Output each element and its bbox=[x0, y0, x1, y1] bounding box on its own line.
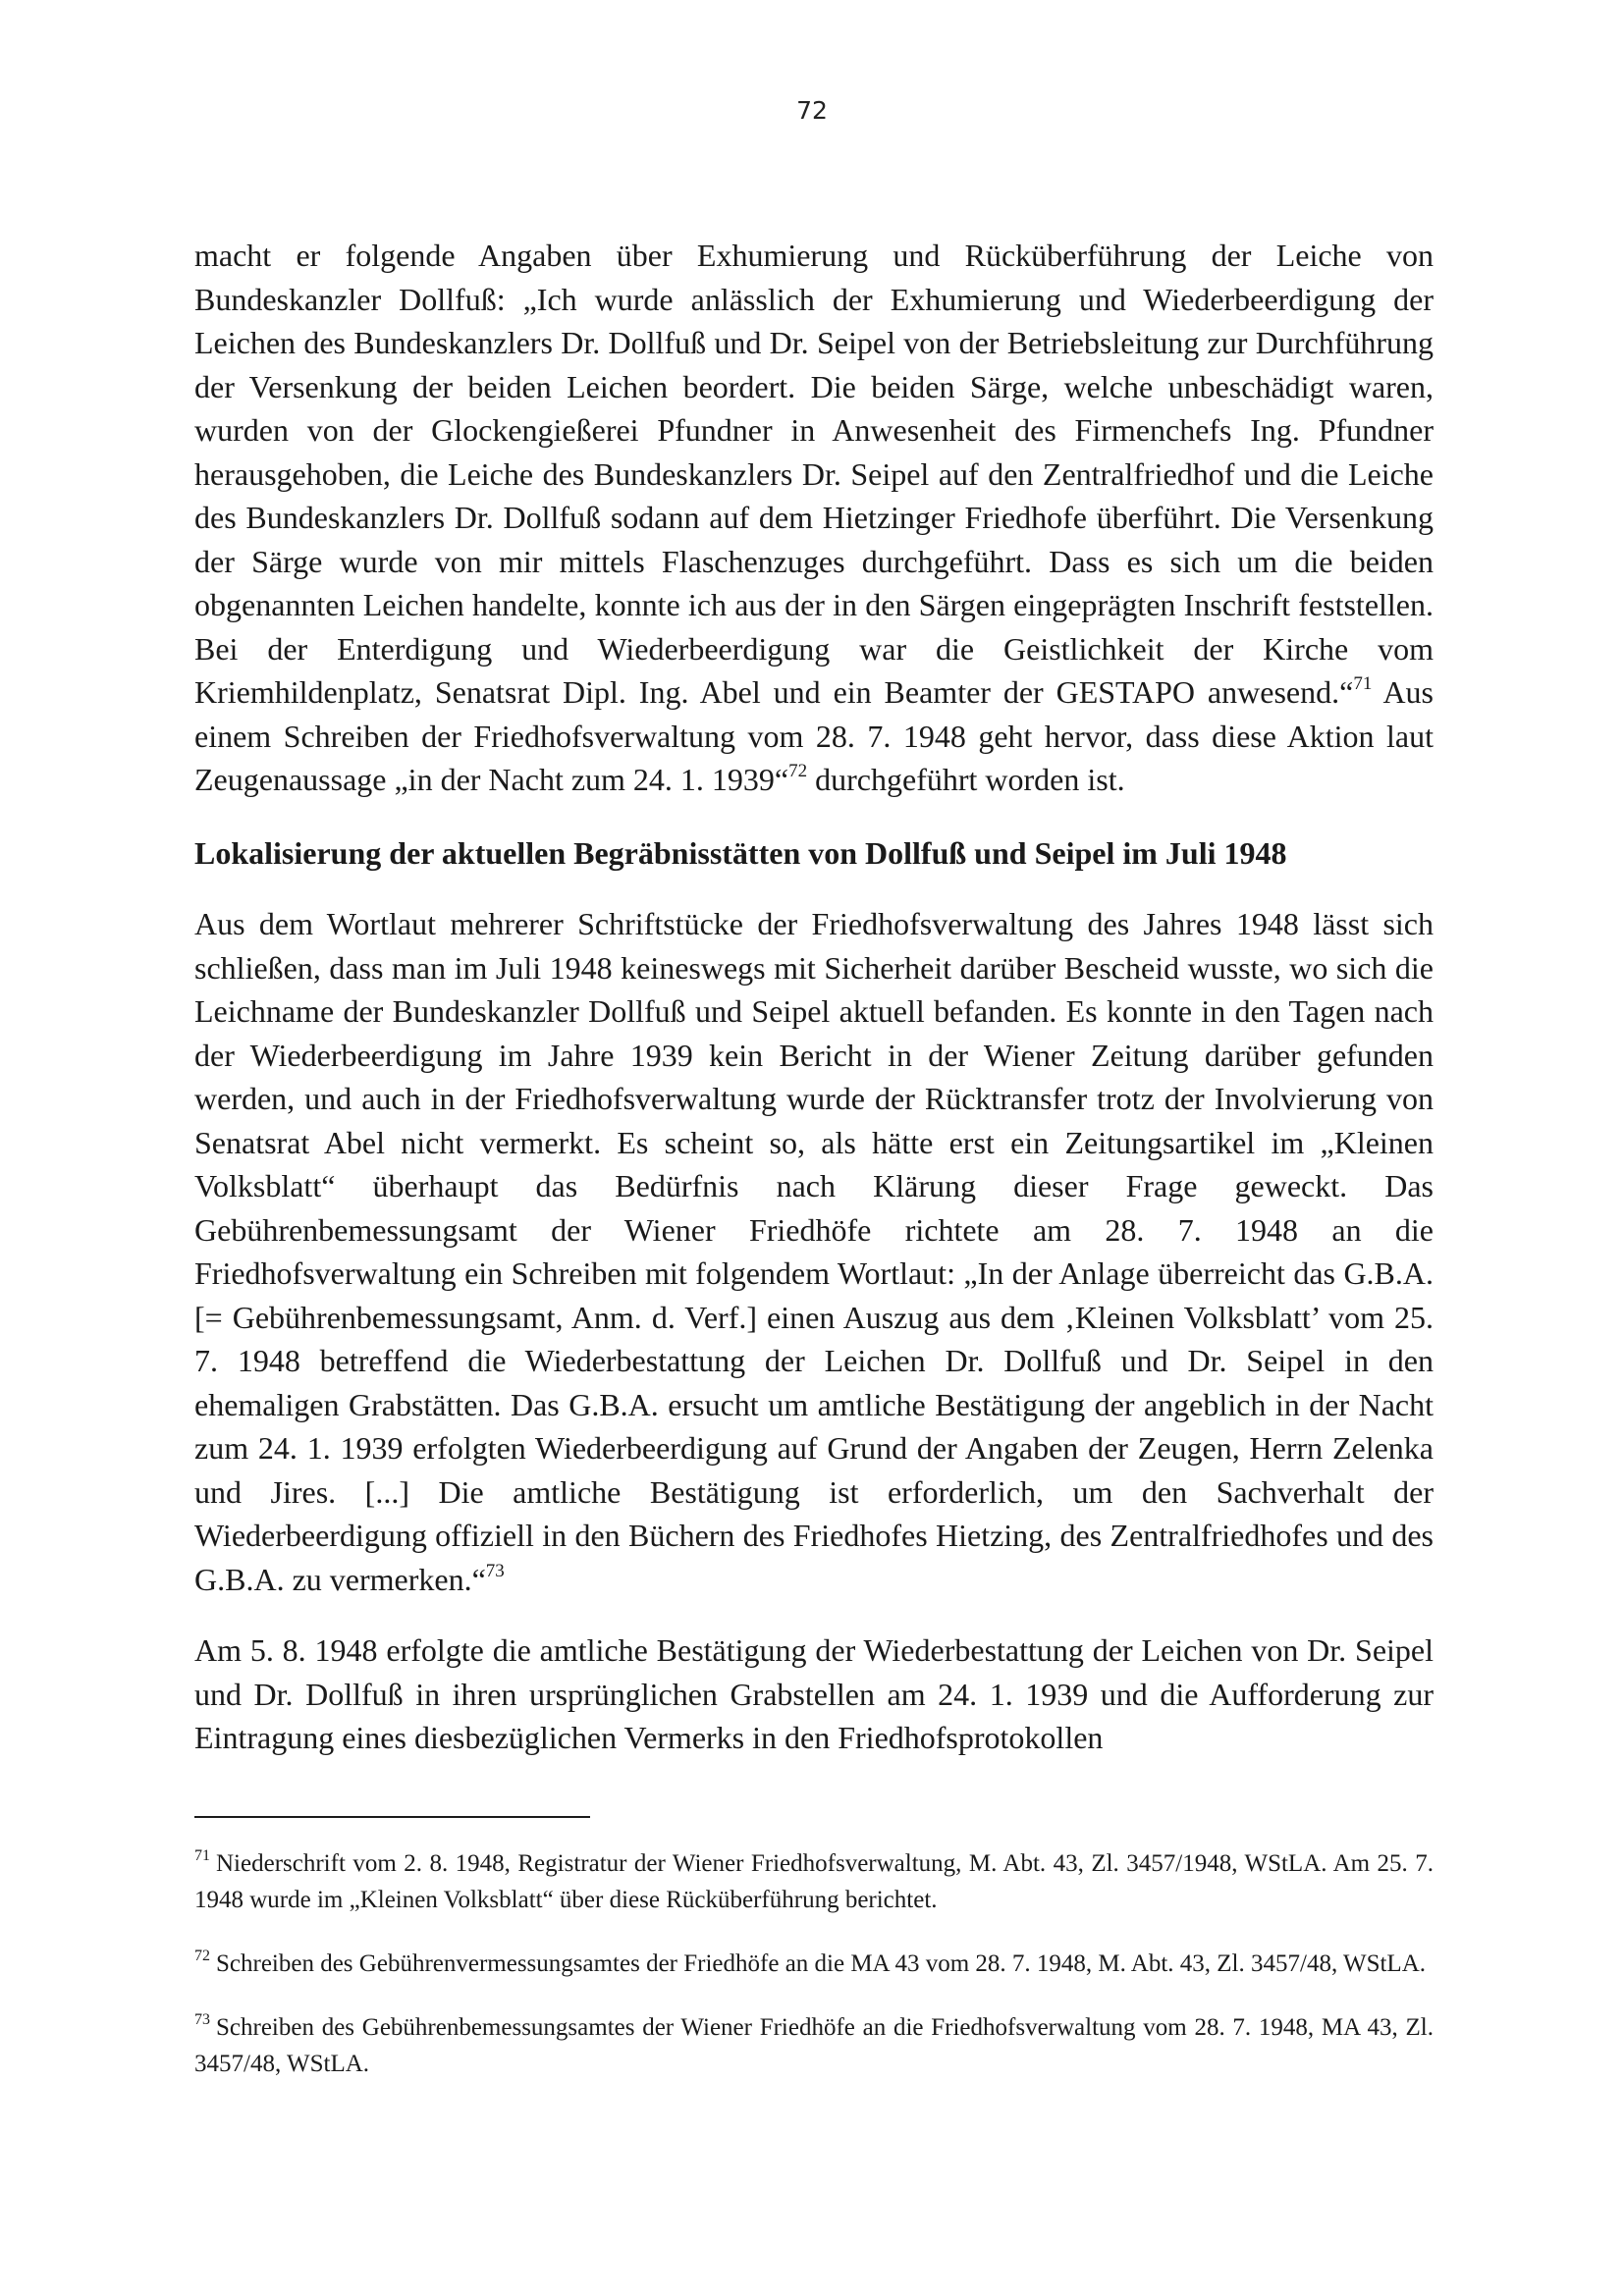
paragraph-1-text-3: durchgeführt worden ist. bbox=[807, 762, 1125, 797]
footnote-72 bbox=[194, 1946, 1434, 1982]
footnote-number: 71 bbox=[194, 1847, 210, 1864]
paragraph-1-text: macht er folgende Angaben über Exhumierung und Rücküberführung der Leiche von Bundeskanzler Dollfuß: „Ich wurde anlässlich der Exhumierung und Wiederbeerdigung der Leichen des Bundeskanzlers Dr. Dollfuß und Dr. Seipel von der Betriebsleitung zur Durchführung der Versenkung der beiden Leichen beordert. Die beiden Särge, welche unbeschädigt waren, wurden von der Glockengießerei Pfundner in Anwesenheit des Firmenchefs Ing. Pfundner herausgehoben, die Leiche des Bundeskanzlers Dr. Seipel auf den Zentralfriedhof und die Leiche des Bundeskanzlers Dr. Dollfuß sodann auf dem Hietzinger Friedhofe überführt. Die Versenkung der Särge wurde von mir mittels Flaschenzuges durchgeführt. Dass es sich um die beiden obgenannten Leichen handelte, konnte ich aus der in den Särgen eingeprägten Inschrift feststellen. Bei der Enterdigung und Wiederbeerdigung war die Geistlichkeit der Kirche vom Kriemhildenplatz, Senatsrat Dipl. Ing. Abel und ein Beamter der GESTAPO anwesend.“ bbox=[194, 238, 1434, 710]
footnote-ref-73[interactable]: 73 bbox=[485, 1560, 505, 1581]
paragraph-1 bbox=[194, 234, 1434, 802]
footnote-number: 72 bbox=[194, 1948, 210, 1964]
footnote-number: 73 bbox=[194, 2011, 210, 2028]
footnote-73 bbox=[194, 2009, 1434, 2082]
paragraph-2 bbox=[194, 902, 1434, 1601]
footnote-text: Schreiben des Gebührenbemessungsamtes der Wiener Friedhöfe an die Friedhofsverwaltung vom 28. 7. 1948, MA 43, Zl. 3457/48, WStLA. bbox=[194, 2014, 1434, 2077]
section-heading: Lokalisierung der aktuellen Begräbnisstätten von Dollfuß und Seipel im Juli 1948 bbox=[194, 834, 1287, 871]
paragraph-3: Am 5. 8. 1948 erfolgte die amtliche Bestätigung der Wiederbestattung der Leichen von Dr. Seipel und Dr. Dollfuß in ihren ursprünglichen Grabstellen am 24. 1. 1939 und die Aufforderung zur Eintragung eines diesbezüglichen Vermerks in den Friedhofsprotokollen bbox=[194, 1632, 1434, 1755]
paragraph-2-text: Aus dem Wortlaut mehrerer Schriftstücke der Friedhofsverwaltung des Jahres 1948 lässt sich schließen, dass man im Juli 1948 keineswegs mit Sicherheit darüber Bescheid wusste, wo sich die Leichname der Bundeskanzler Dollfuß und Seipel aktuell befanden. Es konnte in den Tagen nach der Wiederbeerdigung im Jahre 1939 kein Bericht in der Wiener Zeitung darüber gefunden werden, und auch in der Friedhofsverwaltung wurde der Rücktransfer trotz der Involvierung von Senatsrat Abel nicht vermerkt. Es scheint so, als hätte erst ein Zeitungsartikel im „Kleinen Volksblatt“ überhaupt das Bedürfnis nach Klärung dieser Frage geweckt. Das Gebührenbemessungsamt der Wiener Friedhöfe richtete am 28. 7. 1948 an die Friedhofsverwaltung ein Schreiben mit folgendem Wortlaut: „In der Anlage überreicht das G.B.A. [= Gebührenbemessungsamt, Anm. d. Verf.] einen Auszug aus dem ‚Kleinen Volksblatt’ vom 25. 7. 1948 betreffend die Wiederbestattung der Leichen Dr. Dollfuß und Dr. Seipel in den ehemaligen Grabstätten. Das G.B.A. ersucht um amtliche Bestätigung der angeblich in der Nacht zum 24. 1. 1939 erfolgten Wiederbeerdigung auf Grund der Angaben der Zeugen, Herrn Zelenka und Jires. [...] Die amtliche Bestätigung ist erforderlich, um den Sachverhalt der Wiederbeerdigung offiziell in den Büchern des Friedhofes Hietzing, des Zentralfriedhofes und des G.B.A. zu vermerken.“ bbox=[194, 906, 1434, 1597]
footnote-71 bbox=[194, 1845, 1434, 1918]
footnotes bbox=[194, 1845, 1434, 2109]
footnote-ref-71[interactable]: 71 bbox=[1353, 673, 1373, 694]
footnote-separator bbox=[194, 1816, 590, 1818]
paragraph-1-text-2: Aus einem Schreiben der Friedhofsverwaltung vom 28. 7. 1948 geht hervor, dass diese Aktion laut Zeugenaussage „in der Nacht zum 24. 1. 1939“ bbox=[194, 674, 1435, 797]
footnote-text: Schreiben des Gebührenvermessungsamtes der Friedhöfe an die MA 43 vom 28. 7. 1948, M. Abt. 43, Zl. 3457/48, WStLA. bbox=[216, 1950, 1427, 1977]
footnote-ref-72[interactable]: 72 bbox=[788, 761, 808, 781]
page-number: 72 bbox=[796, 96, 828, 125]
footnote-text: Niederschrift vom 2. 8. 1948, Registratur der Wiener Friedhofsverwaltung, M. Abt. 43, Zl. 3457/1948, WStLA. Am 25. 7. 1948 wurde im „Kleinen Volksblatt“ über diese Rücküberführung berichtet. bbox=[194, 1850, 1434, 1913]
body-text bbox=[194, 234, 1434, 1760]
